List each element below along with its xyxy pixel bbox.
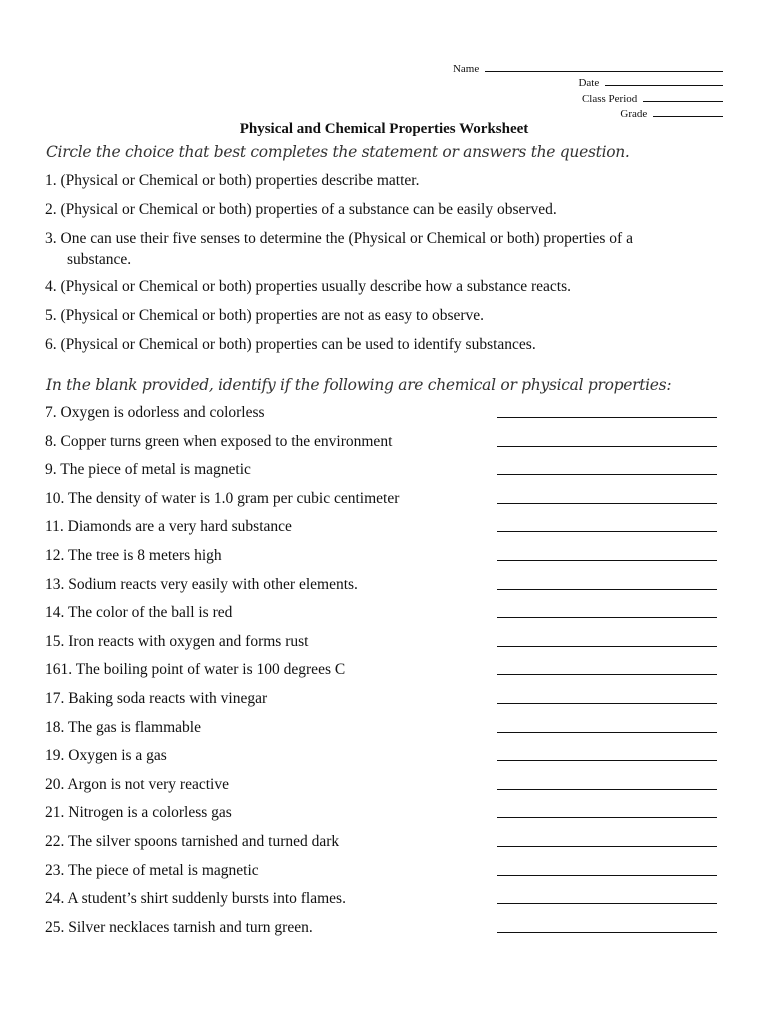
section2-instruction: In the blank provided, identify if the following are chemical or physical properties: [46,376,672,394]
class-period-label: Class Period [581,93,638,105]
item-text: 15. Iron reacts with oxygen and forms rust [45,633,309,650]
answer-blank[interactable] [497,703,717,704]
answer-blank[interactable] [497,932,717,933]
item-text: 11. Diamonds are a very hard substance [45,518,292,535]
worksheet-title: Physical and Chemical Properties Worksheet [239,121,529,137]
answer-blank[interactable] [497,617,717,618]
item-text: 24. A student’s shirt suddenly bursts into flames. [45,890,346,907]
question-2: 2. (Physical or Chemical or both) properties of a substance can be easily observed. [45,201,557,218]
item-text: 19. Oxygen is a gas [45,747,167,764]
item-text: 161. The boiling point of water is 100 degrees C [45,661,346,678]
answer-blank[interactable] [497,732,717,733]
list-item [45,489,717,508]
question-3 [45,228,735,270]
answer-blank[interactable] [497,474,717,475]
item-text: 14. The color of the ball is red [45,604,233,621]
answer-blank[interactable] [497,446,717,447]
item-text: 22. The silver spoons tarnished and turned dark [45,833,340,850]
answer-blank[interactable] [497,503,717,504]
list-item [45,632,717,651]
date-label: Date [578,77,600,89]
list-item [45,546,717,565]
list-item [45,803,717,822]
class-period-field [582,91,723,106]
question-5: 5. (Physical or Chemical or both) properties are not as easy to observe. [45,307,485,324]
answer-blank[interactable] [497,674,717,675]
list-item [45,432,717,451]
item-text: 9. The piece of metal is magnetic [45,461,251,478]
question-3-continuation: substance. [67,251,132,268]
answer-blank[interactable] [497,875,717,876]
grade-blank[interactable] [653,106,723,117]
item-text: 20. Argon is not very reactive [45,776,229,793]
list-item [45,460,717,479]
item-text: 17. Baking soda reacts with vinegar [45,690,268,707]
answer-blank[interactable] [497,417,717,418]
list-item [45,718,717,737]
list-item [45,603,717,622]
item-text: 8. Copper turns green when exposed to the environment [45,433,393,450]
item-text: 10. The density of water is 1.0 gram per cubic centimeter [45,490,400,507]
answer-blank[interactable] [497,789,717,790]
answer-blank[interactable] [497,817,717,818]
answer-blank[interactable] [497,531,717,532]
item-text: 18. The gas is flammable [45,719,201,736]
list-item [45,746,717,765]
item-text: 25. Silver necklaces tarnish and turn green. [45,919,313,936]
name-blank[interactable] [485,61,723,72]
item-text: 12. The tree is 8 meters high [45,547,222,564]
list-item [45,775,717,794]
list-item [45,861,717,880]
list-item [45,889,717,908]
answer-blank[interactable] [497,760,717,761]
question-4: 4. (Physical or Chemical or both) properties usually describe how a substance reacts. [45,278,571,295]
list-item [45,689,717,708]
list-item [45,918,717,937]
section1-instruction: Circle the choice that best completes the statement or answers the question. [46,143,630,161]
grade-label: Grade [620,108,648,120]
question-1: 1. (Physical or Chemical or both) properties describe matter. [45,172,420,189]
item-text: 21. Nitrogen is a colorless gas [45,804,232,821]
date-blank[interactable] [605,75,723,86]
answer-blank[interactable] [497,589,717,590]
name-field [453,61,723,76]
item-text: 23. The piece of metal is magnetic [45,862,259,879]
class-period-blank[interactable] [643,91,723,102]
list-item [45,517,717,536]
answer-blank[interactable] [497,846,717,847]
item-text: 7. Oxygen is odorless and colorless [45,404,265,421]
name-label: Name [452,63,480,75]
answer-blank[interactable] [497,903,717,904]
list-item [45,575,717,594]
question-3-text: 3. One can use their five senses to determine the (Physical or Chemical or both) properties of a [45,230,633,247]
question-6: 6. (Physical or Chemical or both) properties can be used to identify substances. [45,336,536,353]
item-text: 13. Sodium reacts very easily with other elements. [45,576,358,593]
grade-field [620,106,723,121]
list-item [45,660,717,679]
list-item [45,403,717,422]
list-item [45,832,717,851]
answer-blank[interactable] [497,646,717,647]
answer-blank[interactable] [497,560,717,561]
date-field [578,75,723,90]
